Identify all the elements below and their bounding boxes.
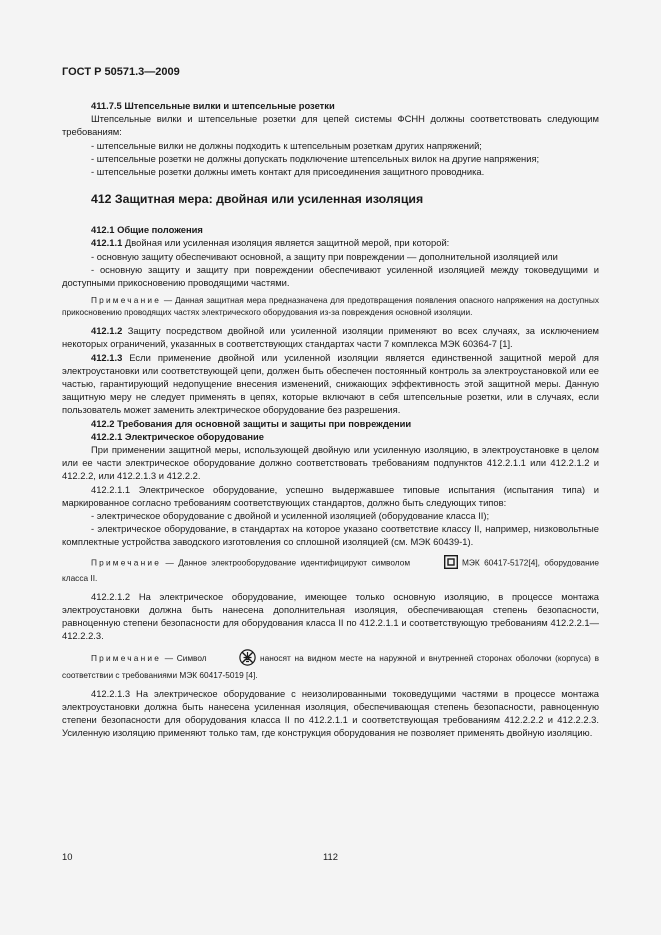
list-item: - электрическое оборудование с двойной и усиленной изоляцией (оборудование класса II); (91, 510, 490, 522)
heading-412-1: 412.1 Общие положения (91, 224, 203, 236)
paragraph-412-2-1-1: 412.2.1.1 Электрическое оборудование, успешно выдержавшее типовые испытания (испытания типа) и маркированное согласно требованиям соответствующих стандартов, должно быть следующих типов: (62, 483, 599, 508)
paragraph-412-1-1 (62, 236, 599, 249)
list-item: - основную защиту и защиту при повреждении обеспечивают усиленной изоляцией между токоведущими и доступными прикосновению проводящими частями. (62, 263, 599, 289)
paragraph-412-1-3 (62, 351, 599, 417)
note (62, 294, 599, 318)
list-item: - штепсельные вилки не должны подходить к штепсельным розеткам других напряжений; (91, 139, 482, 151)
heading-412-2-1: 412.2.1 Электрическое оборудование (91, 430, 264, 442)
note-text: — Данное электрооборудование идентифицируют символом (161, 557, 415, 568)
note-text: — Символ (161, 652, 211, 663)
document-number: ГОСТ Р 50571.3—2009 (62, 66, 180, 78)
clause-number: 412.1.3 (91, 351, 123, 363)
list-item: - штепсельные розетки не должны допускать подключение штепсельных вилок на другие напряжения; (91, 152, 540, 164)
paragraph-412-2-1-3: 412.2.1.3 На электрическое оборудование с неизолированными токоведущими частями в процессе монтажа электроустановки должна быть нанесена усиленная изоляция, обеспечивающая степень безопасности, равноценную степени безопасности для оборудования класса II по 412.2.1.1 и соответствующая требованиям 412.2.2.2 и 412.2.2.3. Усиленную изоляцию применяют только там, где конструкция оборудования не позволяет применять двойную изоляцию. (62, 687, 599, 739)
heading-412: 412 Защитная мера: двойная или усиленная изоляция (91, 192, 424, 207)
note-label: Примечание (91, 652, 162, 663)
heading-411-7-5: 411.7.5 Штепсельные вилки и штепсельные розетки (91, 100, 335, 111)
clause-number: 412.1.1 (91, 237, 123, 249)
clause-text: Защиту посредством двойной или усиленной изоляции применяют во всех случаях, за исключением некоторых ограничений, указанных в соответствующих стандартах части 7 комплекса МЭК 60364-7 [1]. (62, 325, 599, 350)
page-number-global: 112 (323, 851, 338, 862)
note (62, 649, 599, 681)
paragraph: Штепсельные вилки и штепсельные розетки для цепей системы ФСНН должны соответствовать следующим требованиям: (62, 113, 599, 138)
clause-number: 412.1.2 (91, 325, 123, 337)
note-label: Примечание (91, 557, 162, 568)
note-text: МЭК 60417-5172[4], оборудование класса II. (62, 557, 599, 583)
paragraph-412-1-2 (62, 324, 599, 350)
paragraph: При применении защитной меры, использующей двойную или усиленную изоляцию, в электроустановке в целом или ее части электрическое оборудование должно соответствовать требованиям подпунктов 412.2.1.1 или 412.2.1.2 и 412.2.2, или 412.2.1.3 и 412.2.2. (62, 444, 599, 482)
note-text: — Данная защитная мера предназначена для предотвращения появления опасного напряжения на доступных прикосновению проводящих частях электрического оборудования из-за повреждения основной изоляции. (62, 295, 599, 318)
double-square-icon (415, 555, 458, 572)
paragraph-412-2-1-2: 412.2.1.2 На электрическое оборудование, имеющее только основную изоляцию, в процессе монтажа электроустановки должна быть нанесена дополнительная изоляция, обеспечивающая степень безопасности, равноценную степени безопасности для оборудования класса II по 412.2.1.1 и соответствующую требованиям 412.2.2.1— 412.2.2.3. (62, 590, 599, 642)
page-number-local: 10 (62, 851, 73, 862)
list-item: - штепсельные розетки должны иметь контакт для присоединения защитного проводника. (91, 166, 485, 178)
note-label: Примечание (91, 295, 162, 306)
list-item: - электрическое оборудование, в стандартах на которое указано соответствие классу II, например, низковольтные комплектные устройства заводского изготовления со сплошной изоляцией (см. МЭК 60439-1). (62, 523, 599, 548)
clause-text: Если применение двойной или усиленной изоляции является единственной защитной мерой для электроустановки или соответствующей цепи, должен быть обеспечен постоянный контроль за электроустановкой или ее частью, гарантирующий недопущение внесения изменений, снижающих эффективность этой защитной меры. Данную защитную меру не следует применять в цепях, которые включают в себя штепсельные розетки, или в случаях, если пользователь может заменить электрическое оборудование без разрешения. (62, 351, 599, 416)
heading-412-2: 412.2 Требования для основной защиты и защиты при повреждении (91, 417, 412, 429)
note-text: наносят на видном месте на наружной и внутренней сторонах оболочки (корпуса) в соответствии с требованиями МЭК 60417-5019 [4]. (62, 652, 599, 680)
document-body (62, 99, 599, 739)
list-item: - основную защиту обеспечивают основной, а защиту при повреждении — дополнительной изоляцией или (91, 250, 558, 262)
clause-text: Двойная или усиленная изоляция является защитной мерой, при которой: (122, 237, 450, 249)
note (62, 555, 599, 584)
crossed-ground-icon (210, 649, 256, 669)
